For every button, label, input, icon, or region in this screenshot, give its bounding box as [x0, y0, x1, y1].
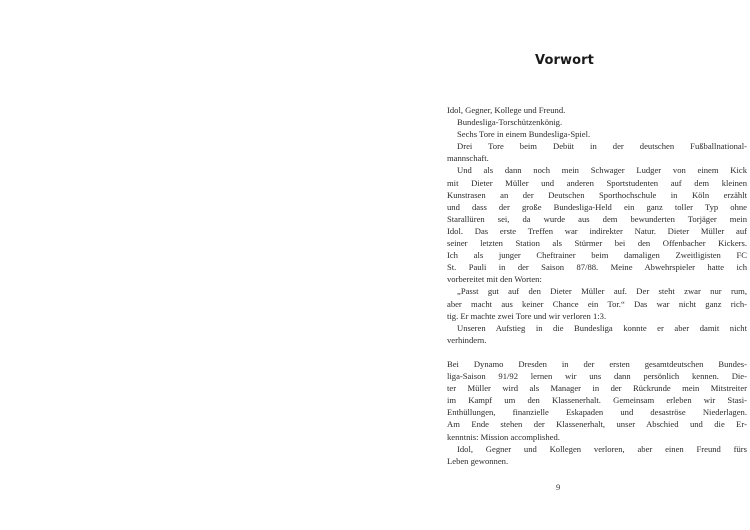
text-line: Sechs Tore in einem Bundesliga-Spiel. [457, 129, 591, 140]
chapter-heading: Vorwort [535, 53, 594, 68]
text-line: Idol, Gegner, Kollege und Freund. [447, 105, 566, 115]
text-line: Drei Tore beim Debüt in der deutschen Fußballnational- [457, 141, 747, 152]
section-break [447, 346, 747, 358]
text-line: liga-Saison 91/92 lernen wir uns dann persönlich kennen. Die- [447, 371, 747, 382]
text-line: Und als dann noch mein Schwager Ludger von einem Kick [457, 165, 747, 176]
text-line: im Kampf um den Klassenerhalt. Gemeinsam erleben wir Stasi- [447, 395, 747, 406]
text-line: Leben gewonnen. [447, 455, 509, 466]
text-line: Enthüllungen, finanzielle Eskapaden und desaströse Niederlagen. [447, 407, 747, 418]
text-line: Am Ende stehen der Klassenerhalt, unser Abschied und die Er- [447, 419, 747, 430]
text-line: Bei Dynamo Dresden in der ersten gesamtdeutschen Bundes- [447, 358, 747, 369]
text-line: „Passt gut auf den Dieter Müller auf. Der steht zwar nur rum, [457, 286, 747, 297]
text-line: Idol, Gegner und Kollegen verloren, aber einen Freund fürs [457, 443, 747, 454]
text-line: Kunstrasen an der Deutschen Sporthochschule in Köln erzählt [447, 189, 747, 200]
text-line: mannschaft. [447, 153, 489, 164]
right-page [375, 0, 750, 530]
text-line: tig. Er machte zwei Tore und wir verloren 1:3. [447, 310, 607, 321]
text-line: St. Pauli in der Saison 87/88. Meine Abwehrspieler hatte ich [447, 262, 747, 273]
text-line: ter Müller wird als Manager in der Rückrunde mein Mitstreiter [447, 383, 747, 394]
text-line: mit Dieter Müller und anderen Sportstudenten auf dem kleinen [447, 177, 747, 188]
text-line: aber macht aus keiner Chance ein Tor.“ Das war nicht ganz rich- [447, 298, 747, 309]
text-line: seiner letzten Station als Stürmer bei den Offenbacher Kickers. [447, 238, 747, 249]
text-line: Idol. Das erste Treffen war indirekter Natur. Dieter Müller auf [447, 225, 747, 236]
text-line: Bundesliga-Torschützenkönig. [457, 117, 563, 128]
text-line: vorbereitet mit den Worten: [447, 274, 542, 285]
text-line: Unseren Aufstieg in die Bundesliga konnte er aber damit nicht [457, 322, 747, 333]
text-line: und dass der große Bundesliga-Held ein ganz toller Typ ohne [447, 201, 747, 212]
text-line: Ich als junger Cheftrainer beim damaligen Zweitligisten FC [447, 250, 747, 261]
page-number: 9 [556, 482, 561, 492]
body-text [447, 104, 747, 467]
text-line: Starallüren sei, da wurde aus dem bewunderten Torjäger mein [447, 213, 747, 224]
text-line: kenntnis: Mission accomplished. [447, 431, 560, 442]
text-line: verhindern. [447, 334, 487, 345]
